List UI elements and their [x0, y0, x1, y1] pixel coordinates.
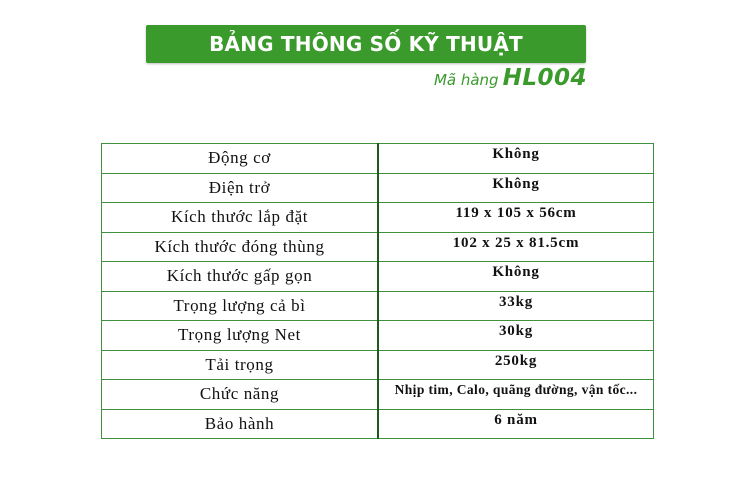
spec-label: Điện trở [102, 173, 379, 203]
spec-value: 6 năm [378, 409, 654, 439]
spec-value: 33kg [378, 291, 654, 321]
title-banner [146, 25, 586, 63]
table-row [102, 291, 654, 321]
spec-label: Kích thước đóng thùng [102, 232, 379, 262]
spec-value: Không [378, 173, 654, 203]
spec-label: Kích thước lắp đặt [102, 203, 379, 233]
spec-label: Kích thước gấp gọn [102, 262, 379, 292]
table-row [102, 380, 654, 410]
table-row [102, 203, 654, 233]
spec-label: Trọng lượng cả bì [102, 291, 379, 321]
table-row [102, 173, 654, 203]
spec-label: Chức năng [102, 380, 379, 410]
spec-value: Nhịp tim, Calo, quãng đường, vận tốc... [378, 380, 654, 410]
spec-label: Bảo hành [102, 409, 379, 439]
page-title: BẢNG THÔNG SỐ KỸ THUẬT [209, 32, 523, 56]
spec-value: Không [378, 144, 654, 174]
spec-table [101, 143, 654, 439]
spec-label: Động cơ [102, 144, 379, 174]
spec-value: 250kg [378, 350, 654, 380]
spec-value: Không [378, 262, 654, 292]
product-code-label: Mã hàng [433, 71, 499, 89]
spec-label: Trọng lượng Net [102, 321, 379, 351]
spec-value: 30kg [378, 321, 654, 351]
table-row [102, 409, 654, 439]
table-row [102, 321, 654, 351]
table-row [102, 144, 654, 174]
table-row [102, 350, 654, 380]
spec-value: 119 x 105 x 56cm [378, 203, 654, 233]
product-code-value: HL004 [502, 65, 587, 91]
spec-value: 102 x 25 x 81.5cm [378, 232, 654, 262]
table-row [102, 262, 654, 292]
product-code [434, 65, 587, 91]
table-row [102, 232, 654, 262]
spec-label: Tải trọng [102, 350, 379, 380]
